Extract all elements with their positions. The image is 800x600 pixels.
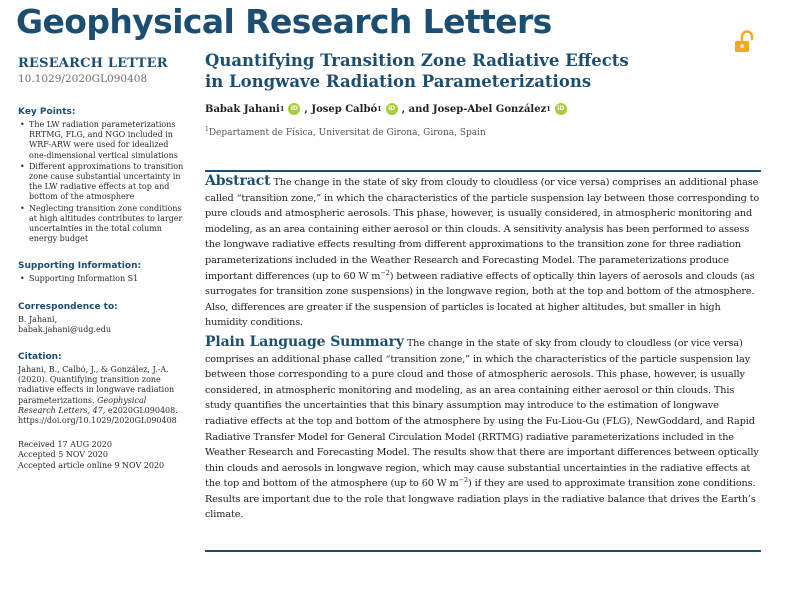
accepted-date: Accepted 5 NOV 2020 bbox=[18, 450, 108, 460]
orcid-icon[interactable]: iD bbox=[555, 103, 567, 115]
author-name[interactable]: Josep-Abel González bbox=[432, 103, 547, 115]
bottom-divider bbox=[205, 550, 761, 552]
abstract-heading: Abstract bbox=[205, 173, 271, 189]
pls-text-2: ) if they are used to approximate transition zone conditions. Results are important due to the role that longwave radiation plays in the radiative balance that drives the Earth’s climate. bbox=[205, 478, 756, 521]
article-type: RESEARCH LETTER bbox=[18, 56, 168, 71]
abstract-unit-exponent: −2 bbox=[380, 268, 390, 277]
journal-title: Geophysical Research Letters bbox=[16, 2, 552, 41]
article-header bbox=[205, 50, 761, 138]
pls-paragraph bbox=[205, 335, 761, 523]
supporting-info-section bbox=[18, 261, 184, 284]
pls-heading: Plain Language Summary bbox=[205, 333, 404, 350]
citation-url[interactable]: https://doi.org/10.1029/2020GL090408 bbox=[18, 416, 177, 426]
dates-section bbox=[18, 440, 184, 471]
key-points-title: Key Points: bbox=[18, 107, 76, 117]
author-list bbox=[205, 103, 761, 115]
orcid-icon[interactable]: iD bbox=[386, 103, 398, 115]
abstract-text-2: ) between radiative effects of optically thin layers of aerosols and clouds (as surrogates for transition zone suspensions) in the longwave region, both at the top and bottom of the atmosphere. Also, differences are greater if the suspension of particles is located at higher altitudes, but smaller in high humidity conditions. bbox=[205, 270, 755, 329]
pls-text-1: The change in the state of sky from cloudy to cloudless (or vice versa) comprises an additional phase called “transition zone,” in which the characteristics of the particle suspension lay between those corresponding to a pure cloud and those of atmospheric aerosols. This phase, however, is usually considered, in atmospheric monitoring and modeling, as an area containing either aerosol or thin clouds. This study quantifies the uncertainties that this binary assumption may introduce to the estimation of longwave radiative effects at the top and bottom of the atmosphere by using the Fu-Liou-Gu (FLG), NewGoddard, and Rapid Radiative Transfer Model for General Circulation Model (RRTMG) radiative parameterizations included in the Weather Research and Forecasting Model. The results show that there are important differences between optically thin clouds and aerosols in longwave region, which may cause substantial uncertainties in the radiative effects at the top and bottom of the atmosphere (up to 60 W m bbox=[205, 337, 759, 490]
article-doi[interactable]: 10.1029/2020GL090408 bbox=[18, 73, 148, 85]
citation-section bbox=[18, 352, 184, 426]
sidebar bbox=[18, 56, 184, 471]
article-body bbox=[205, 174, 761, 527]
supporting-info-title: Supporting Information: bbox=[18, 261, 142, 272]
correspondence-title: Correspondence to: bbox=[18, 301, 118, 312]
received-date: Received 17 AUG 2020 bbox=[18, 440, 112, 450]
title-line-2: in Longwave Radiation Parameterizations bbox=[205, 72, 592, 91]
title-line-1: Quantifying Transition Zone Radiative Effects bbox=[205, 51, 629, 70]
author-name[interactable]: Josep Calbó bbox=[311, 103, 378, 115]
pls-unit-exponent: −2 bbox=[458, 476, 468, 485]
author-separator: , and bbox=[401, 103, 430, 115]
author-affiliation-mark: 1 bbox=[279, 105, 285, 113]
abstract-text-1: The change in the state of sky from cloudy to cloudless (or vice versa) comprises an additional phase called “transition zone,” in which the characteristics of the particle suspension lay between those corresponding to pure clouds and atmospheric aerosols. This phase, however, is usually considered, in atmospheric monitoring and modeling, as an area containing either aerosol or thin clouds. A sensitivity analysis has been performed to assess the longwave radiative effects resulting from different approximations to the transition zone for three radiation parameterizations included in the Weather Research and Forecasting Model. The parameterizations produce important differences (up to 60 W m bbox=[205, 177, 760, 282]
abstract-paragraph bbox=[205, 174, 761, 331]
author-affiliation-mark: 1 bbox=[546, 105, 551, 113]
top-divider bbox=[205, 170, 761, 172]
citation-eid: e2020GL090408. bbox=[107, 405, 178, 415]
key-point-item: • Different approximations to transition zone cause substantial uncertainty in the LW radiative effects at top and bottom of the atmosphere bbox=[29, 162, 184, 203]
key-points-section bbox=[18, 107, 184, 244]
orcid-icon[interactable]: iD bbox=[288, 103, 300, 115]
supporting-info-link[interactable]: • Supporting Information S1 bbox=[29, 274, 184, 284]
online-date: Accepted article online 9 NOV 2020 bbox=[18, 460, 165, 470]
correspondence-email[interactable]: babak.jahani@udg.edu bbox=[18, 324, 111, 334]
author-name[interactable]: Babak Jahani bbox=[205, 103, 280, 115]
affiliation-number: 1 bbox=[205, 126, 209, 133]
affiliation-text: Departament de Física, Universitat de Girona, Girona, Spain bbox=[208, 128, 486, 138]
citation-text bbox=[18, 365, 184, 426]
citation-body: Jahani, B., Calbó, J., & González, J.-A. (2020). Quantifying transition zone radiative effects in longwave radiation parameterizations. bbox=[18, 365, 175, 405]
key-point-item: • The LW radiation parameterizations RRTMG, FLG, and NGO included in WRF-ARW were used for idealized one-dimensional vertical simulations bbox=[29, 120, 184, 161]
key-point-item: • Neglecting transition zone conditions at high altitudes contributes to larger uncertainties in the total column energy budget bbox=[29, 204, 184, 245]
citation-title: Citation: bbox=[18, 352, 62, 363]
author-separator: , bbox=[304, 103, 308, 115]
correspondence-name: B. Jahani, bbox=[18, 314, 58, 324]
citation-journal: Geophysical Research Letters, 47, bbox=[18, 395, 147, 415]
affiliation bbox=[205, 126, 761, 138]
correspondence-section bbox=[18, 302, 184, 335]
article-title bbox=[205, 50, 761, 92]
author-affiliation-mark: 1 bbox=[377, 105, 382, 113]
